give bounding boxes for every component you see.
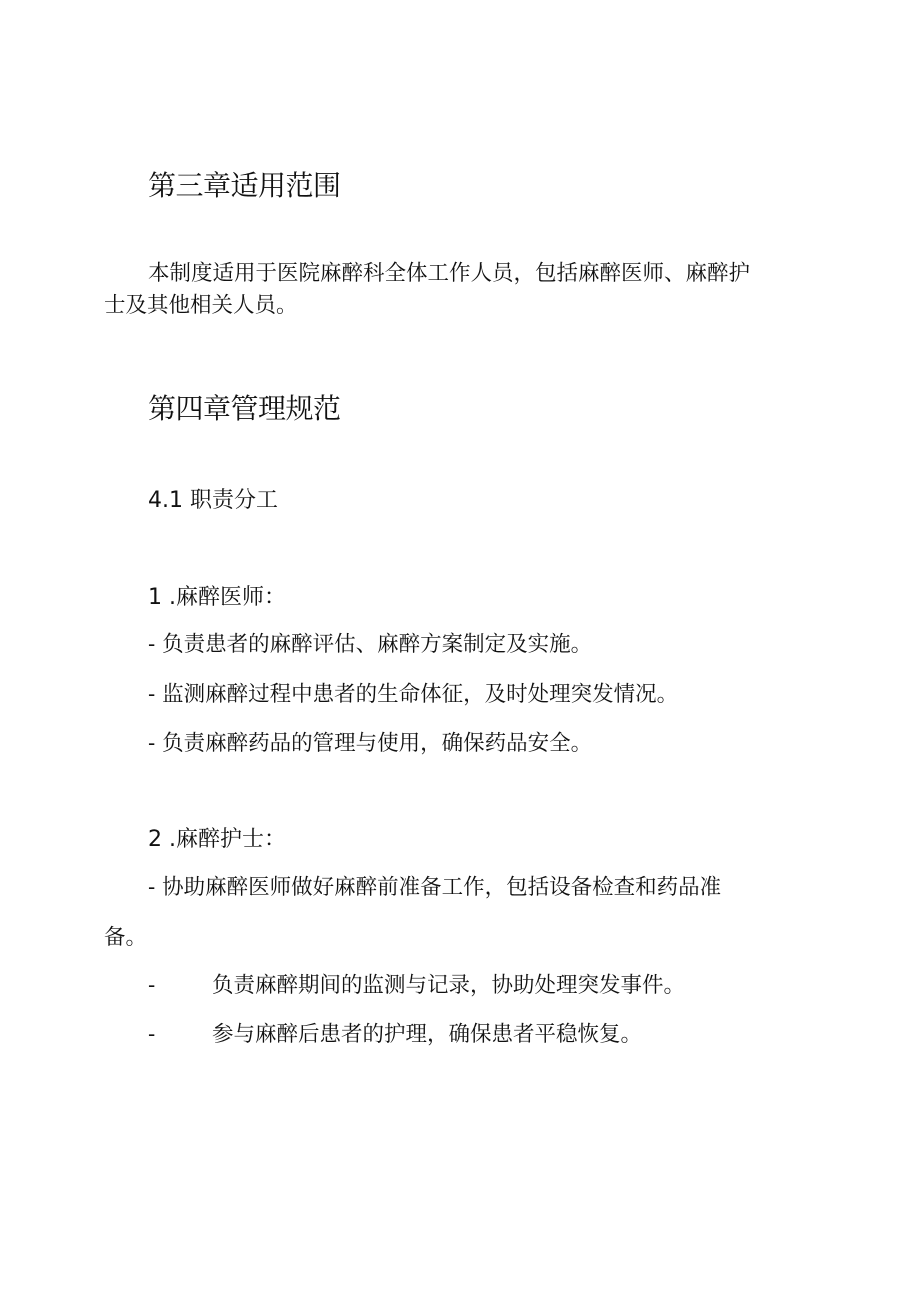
nurse-item-2-text: 负责麻醉期间的监测与记录，协助处理突发事件。 [212, 973, 686, 998]
nurse-item-3-text: 参与麻醉后患者的护理，确保患者平稳恢复。 [212, 1022, 643, 1047]
chapter-3-paragraph-line-2: 士及其他相关人员。 [104, 293, 298, 318]
section-4-1-title: 4.1 职责分工 [148, 488, 278, 513]
chapter-4-title: 第四章管理规范 [148, 392, 341, 425]
nurse-item-2-dash: - [148, 973, 156, 998]
doctor-item-3: - 负责麻醉药品的管理与使用，确保药品安全。 [148, 731, 593, 756]
chapter-3-paragraph-line-1: 本制度适用于医院麻醉科全体工作人员，包括麻醉医师、麻醉护 [148, 261, 751, 286]
nurse-item-1-line-2: 备。 [104, 925, 148, 950]
doctor-item-2: - 监测麻醉过程中患者的生命体征，及时处理突发情况。 [148, 682, 679, 707]
nurse-label: 2 .麻醉护士： [148, 827, 286, 852]
nurse-item-3-dash: - [148, 1022, 156, 1047]
doctor-label: 1 .麻醉医师： [148, 585, 286, 610]
nurse-item-1-line-1: - 协助麻醉医师做好麻醉前准备工作，包括设备检查和药品准 [148, 875, 722, 900]
chapter-3-title: 第三章适用范围 [148, 169, 341, 202]
doctor-item-1: - 负责患者的麻醉评估、麻醉方案制定及实施。 [148, 632, 593, 657]
